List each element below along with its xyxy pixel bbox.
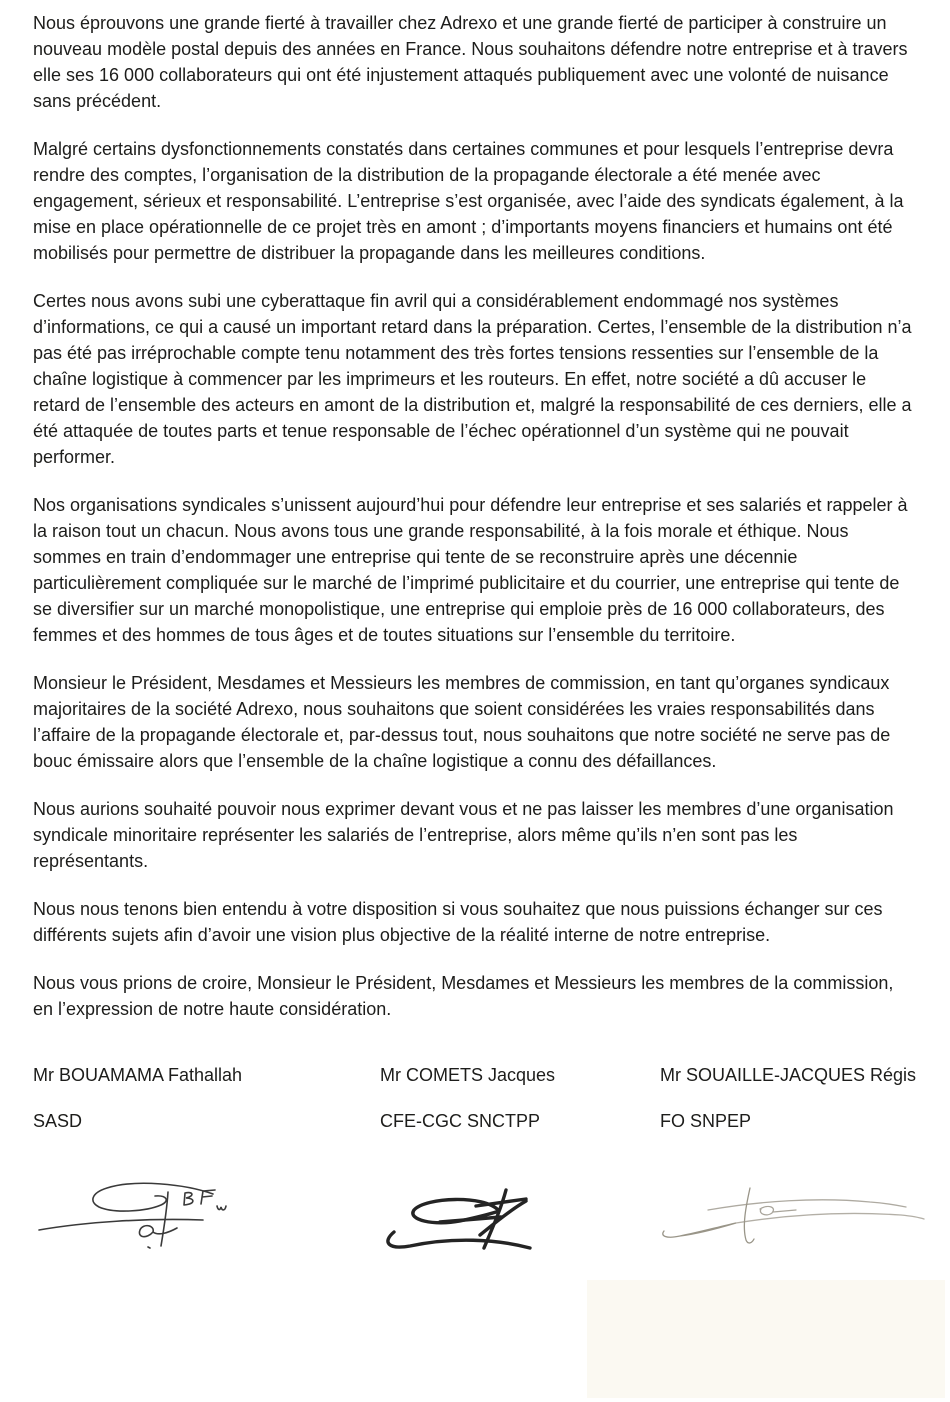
signature-scribble-image bbox=[656, 1184, 936, 1246]
paragraph: Nous vous prions de croire, Monsieur le Président, Mesdames et Messieurs les membres de la commission, en l’expression de notre haute considération. bbox=[33, 973, 894, 1019]
signatory-column-comets bbox=[380, 1062, 660, 1254]
paragraph: Nos organisations syndicales s’unissent aujourd’hui pour défendre leur entreprise et ses salariés et rappeler à la raison tout un chacun. Nous avons tous une grande responsabilité, à la fois morale et éthique. Nous sommes en train d’endommager une entreprise qui tente de se reconstruire après une décennie particulièrement compliquée sur le marché de l’imprimé publicitaire et du courrier, une entreprise qui tente de se diversifier sur un marché monopolistique, une entreprise qui emploie près de 16 000 collaborateurs, des femmes et des hommes de tous âges et de toutes situations sur l’ensemble du territoire. bbox=[33, 495, 908, 645]
paragraph: Nous éprouvons une grande fierté à travailler chez Adrexo et une grande fierté de participer à construire un nouveau modèle postal depuis des années en France. Nous souhaitons défendre notre entreprise et à travers elle ses 16 000 collaborateurs qui ont été injustement attaqués publiquement avec une volonté de nuisance sans précédent. bbox=[33, 13, 908, 111]
signatory-name: Mr COMETS Jacques bbox=[380, 1065, 556, 1085]
signatory-union: CFE-CGC SNCTPP bbox=[380, 1111, 541, 1131]
signature-block bbox=[33, 1062, 917, 1254]
paragraph: Nous nous tenons bien entendu à votre disposition si vous souhaitez que nous puissions échanger sur ces différents sujets afin d’avoir une vision plus objective de la réalité interne de notre entreprise. bbox=[33, 899, 883, 945]
signatory-union: SASD bbox=[33, 1111, 83, 1131]
paragraph: Monsieur le Président, Mesdames et Messieurs les membres de commission, en tant qu’organes syndicaux majoritaires de la société Adrexo, nous souhaitons que soient considérées les vraies responsabilités dans l’affaire de la propagande électorale et, par-dessus tout, nous souhaitons que notre société ne serve pas de bouc émissaire alors que l’ensemble de la chaîne logistique a connu des défaillances. bbox=[33, 673, 891, 771]
paragraph: Nous aurions souhaité pouvoir nous exprimer devant vous et ne pas laisser les membres d’une organisation syndicale minoritaire représenter les salariés de l’entreprise, alors même qu’ils n’en sont pas les représentants. bbox=[33, 799, 894, 871]
signatory-name: Mr SOUAILLE-JACQUES Régis bbox=[660, 1065, 917, 1085]
paragraph: Malgré certains dysfonctionnements constatés dans certaines communes et pour lesquels l’entreprise devra rendre des comptes, l’organisation de la distribution de la propagande électorale a été menée avec engagement, sérieux et responsabilité. L’entreprise s’est organisée, avec l’aide des syndicats également, à la mise en place opérationnelle de ce projet très en amont ; d’importants moyens financiers et humains ont été mobilisés pour permettre de distribuer la propagande dans les meilleures conditions. bbox=[33, 139, 904, 263]
signatory-column-bouamama bbox=[33, 1062, 380, 1254]
signatory-union: FO SNPEP bbox=[660, 1111, 752, 1131]
signature-scan-background bbox=[587, 1280, 945, 1398]
signatory-name: Mr BOUAMAMA Fathallah bbox=[33, 1065, 243, 1085]
paragraph: Certes nous avons subi une cyberattaque fin avril qui a considérablement endommagé nos systèmes d’informations, ce qui a causé un important retard dans la préparation. Certes, l’ensemble de la distribution n’a pas été pas irréprochable compte tenu notamment des très fortes tensions ressenties sur l’ensemble de la chaîne logistique à commencer par les imprimeurs et les routeurs. En effet, notre société a dû accuser le retard de l’ensemble des acteurs en amont de la distribution et, malgré la responsabilité de ces derniers, elle a été attaquée de toutes parts et tenue responsable de l’échec opérationnel d’un système qui ne pouvait performer. bbox=[33, 291, 912, 467]
signature-scribble-image bbox=[35, 1180, 235, 1252]
signatory-column-souaille bbox=[660, 1062, 936, 1254]
signature-scribble-image bbox=[380, 1186, 545, 1254]
